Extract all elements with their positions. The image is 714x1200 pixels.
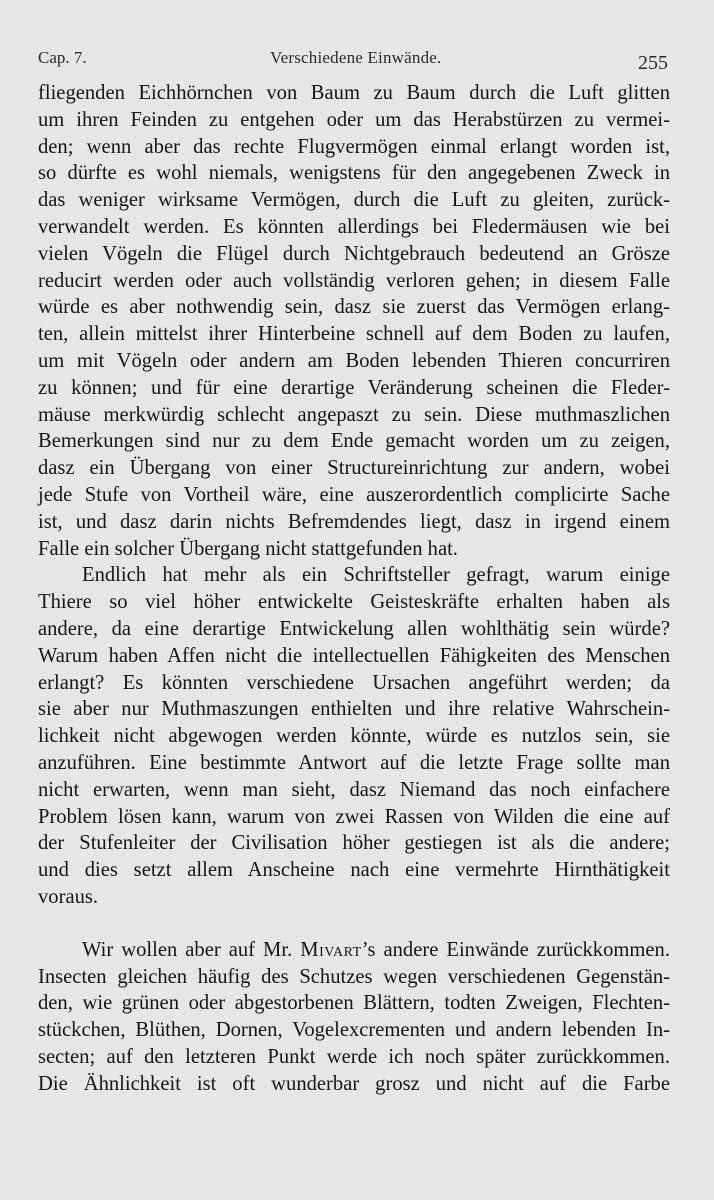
text-line: ten, allein mittelst ihrer Hinterbeine schnell auf dem Boden zu laufen, xyxy=(38,323,670,346)
text-line: um ihren Feinden zu entgehen oder um das Herabstürzen zu vermei- xyxy=(38,108,670,131)
text-line: secten; auf den letzteren Punkt werde ich noch später zurückkommen. xyxy=(38,1045,670,1068)
text-line: dasz ein Übergang von einer Structureinrichtung zur andern, wobei xyxy=(38,457,670,480)
text-line: sie aber nur Muthmaszungen enthielten und ihre relative Wahrschein- xyxy=(38,698,670,721)
final-paragraph xyxy=(38,937,670,1098)
text-line: anzuführen. Eine bestimmte Antwort auf die letzte Frage sollte man xyxy=(38,751,670,774)
text-line: Insecten gleichen häufig des Schutzes wegen verschiedenen Gegenstän- xyxy=(38,965,670,988)
text-line: und dies setzt allem Anscheine nach eine vermehrte Hirnthätigkeit xyxy=(38,859,670,882)
text-line: zu können; und für eine derartige Veränderung scheinen die Fleder- xyxy=(38,376,670,399)
paragraph-gap xyxy=(38,911,670,937)
paragraph xyxy=(38,562,670,910)
running-head xyxy=(38,46,670,76)
text-line: um mit Vögeln oder andern am Boden lebenden Thieren concurriren xyxy=(38,349,670,372)
author-name: Mivart xyxy=(300,938,362,961)
text-line: Falle ein solcher Übergang nicht stattgefunden hat. xyxy=(38,537,458,560)
text-line: Thiere so viel höher entwickelte Geisteskräfte erhalten haben als xyxy=(38,591,670,614)
text-line: den; wenn aber das rechte Flugvermögen einmal erlangt worden ist, xyxy=(38,135,670,158)
paragraphs xyxy=(38,80,670,911)
text-line: stückchen, Blüthen, Dornen, Vogelexcrementen und andern lebenden In- xyxy=(38,1019,670,1042)
body-text xyxy=(38,80,670,1097)
text-line: so dürfte es wohl niemals, wenigstens für den angegebenen Zweck in xyxy=(38,162,670,185)
text-line: das weniger wirksame Vermögen, durch die Luft zu gleiten, zurück- xyxy=(38,189,670,212)
text-line: Wir wollen aber auf Mr. Mivart’s andere Einwände zurückkommen. xyxy=(82,938,670,961)
page-number: 255 xyxy=(638,52,668,74)
text-line: erlangt? Es könnten verschiedene Ursachen angeführt werden; da xyxy=(38,671,670,694)
text-line: Bemerkungen sind nur zu dem Ende gemacht worden um zu zeigen, xyxy=(38,430,670,453)
text-line: fliegenden Eichhörnchen von Baum zu Baum durch die Luft glitten xyxy=(38,82,670,104)
text-line: nicht erwarten, wenn man sieht, dasz Niemand das noch einfachere xyxy=(38,778,670,801)
text-line: lichkeit nicht abgewogen werden könnte, würde es nutzlos sein, sie xyxy=(38,725,670,748)
text-line: ist, und dasz darin nichts Befremdendes liegt, dasz in irgend einem xyxy=(38,510,670,533)
text-line: Problem lösen kann, warum von zwei Rassen von Wilden die eine auf xyxy=(38,805,670,828)
text-line: voraus. xyxy=(38,885,99,908)
text-line: der Stufenleiter der Civilisation höher gestiegen ist als die andere; xyxy=(38,832,670,855)
paragraph xyxy=(38,80,670,562)
text-line: vielen Vögeln die Flügel durch Nichtgebrauch bedeutend an Grösze xyxy=(38,242,670,265)
text-line: jede Stufe von Vortheil wäre, eine auszerordentlich complicirte Sache xyxy=(38,483,670,506)
text-line: andere, da eine derartige Entwickelung allen wohlthätig sein würde? xyxy=(38,617,670,640)
running-title: Verschiedene Einwände. xyxy=(270,48,442,67)
text-line: den, wie grünen oder abgestorbenen Blättern, todten Zweigen, Flechten- xyxy=(38,992,670,1015)
text-line: würde es aber nothwendig sein, dasz sie zuerst das Vermögen erlang- xyxy=(38,296,670,319)
chapter-label: Cap. 7. xyxy=(38,48,87,67)
text-line: reducirt werden oder auch vollständig verloren gehen; in diesem Falle xyxy=(38,269,670,292)
text-line: Warum haben Affen nicht die intellectuellen Fähigkeiten des Menschen xyxy=(38,644,670,667)
text-line: mäuse merkwürdig schlecht angepaszt zu sein. Diese muthmaszlichen xyxy=(38,403,670,426)
text-line: verwandelt werden. Es könnten allerdings bei Fledermäusen wie bei xyxy=(38,215,670,238)
text-line: Endlich hat mehr als ein Schriftsteller gefragt, warum einige xyxy=(82,564,670,587)
text-line: Die Ähnlichkeit ist oft wunderbar grosz und nicht auf die Farbe xyxy=(38,1072,670,1095)
